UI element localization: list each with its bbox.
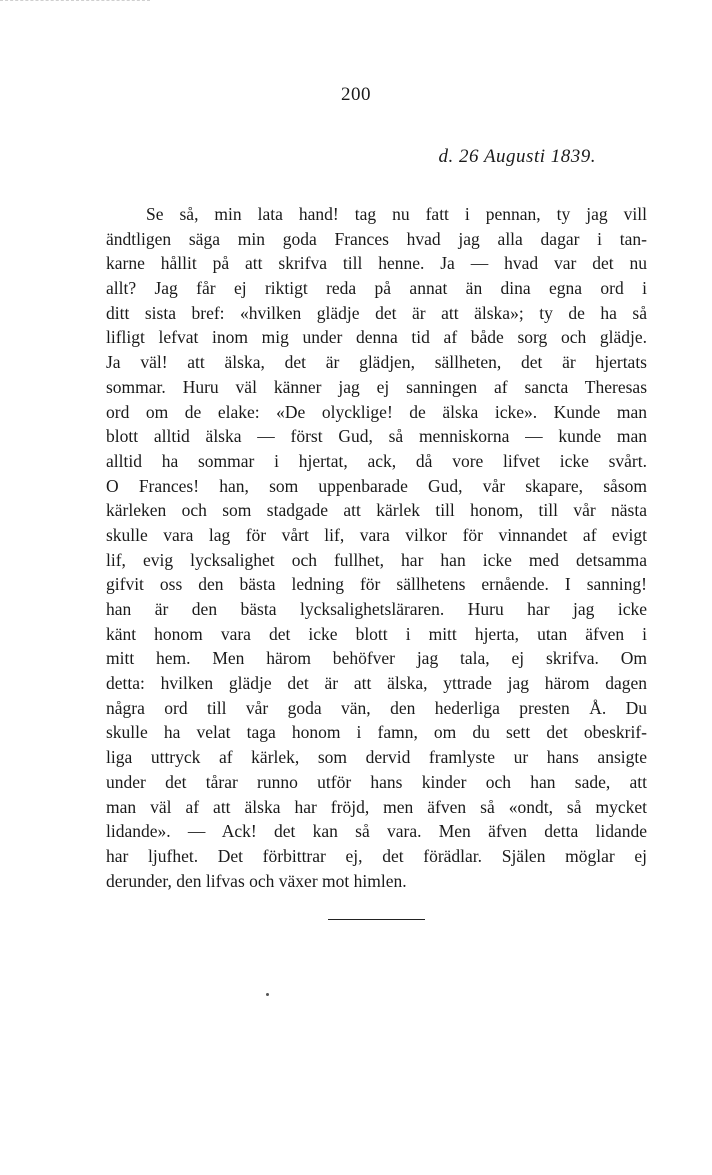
text-line: skulle vara lag för vårt lif, vara vilkor för vinnandet af evigt (106, 524, 647, 545)
text-line: man väl af att älska har fröjd, men äfven så «ondt, så mycket (106, 796, 647, 817)
text-line: sommar. Huru väl känner jag ej sanningen af sancta Theresas (106, 376, 647, 397)
text-line: kärleken och som stadgade att kärlek till honom, till vår nästa (106, 500, 647, 521)
text-line: karne hållit på att skrifva till henne. Ja — hvad var det nu (106, 253, 647, 274)
print-speck (266, 993, 269, 996)
scan-edge-mark (0, 0, 150, 3)
page-number: 200 (341, 84, 371, 105)
text-line: derunder, den lifvas och växer mot himlen. (106, 870, 407, 891)
text-line: detta: hvilken glädje det är att älska, yttrade jag härom dagen (106, 673, 647, 694)
letter-dateline: d. 26 Augusti 1839. (438, 146, 596, 167)
text-line: liga uttryck af kärlek, som dervid framlyste ur hans ansigte (106, 747, 647, 768)
section-end-rule (328, 919, 425, 920)
text-line: några ord till vår goda vän, den hederliga presten Å. Du (106, 697, 647, 718)
text-line: allt? Jag får ej riktigt reda på annat än dina egna ord i (106, 278, 647, 299)
text-line: han är den bästa lycksalighetsläraren. Huru har jag icke (106, 599, 647, 619)
text-line: skulle ha velat taga honom i famn, om du sett det obeskrif- (106, 722, 647, 743)
text-line: under det tårar runno utför hans kinder och han sade, att (106, 771, 647, 792)
text-line: lifligt lefvat inom mig under denna tid af både sorg och glädje. (106, 327, 647, 348)
text-line: Se så, min lata hand! tag nu fatt i pennan, ty jag vill (146, 204, 647, 224)
text-line: har ljufhet. Det förbittrar ej, det förädlar. Själen möglar ej (106, 845, 647, 866)
text-line: ditt sista bref: «hvilken glädje det är att älska»; ty de ha så (106, 302, 647, 323)
letter-body (106, 202, 647, 893)
text-line: gifvit oss den bästa ledning för sällhetens ernående. I sanning! (106, 574, 647, 595)
text-line: känt honom vara det icke blott i mitt hjerta, utan äfven i (106, 623, 647, 644)
text-line: blott alltid älska — först Gud, så menniskorna — kunde man (106, 426, 647, 447)
text-line: ändtligen säga min goda Frances hvad jag alla dagar i tan- (106, 228, 647, 249)
text-line: alltid ha sommar i hjertat, ack, då vore lifvet icke svårt. (106, 450, 647, 471)
text-line: Ja väl! att älska, det är glädjen, sällheten, det är hjertats (106, 352, 647, 373)
text-line: lif, evig lycksalighet och fullhet, har han icke med detsamma (106, 549, 647, 570)
text-line: mitt hem. Men härom behöfver jag tala, ej skrifva. Om (106, 648, 647, 669)
text-line: ord om de elake: «De olycklige! de älska icke». Kunde man (106, 401, 647, 422)
text-line: O Frances! han, som uppenbarade Gud, vår skapare, såsom (106, 475, 647, 496)
text-line: lidande». — Ack! det kan så vara. Men äfven detta lidande (106, 821, 647, 842)
